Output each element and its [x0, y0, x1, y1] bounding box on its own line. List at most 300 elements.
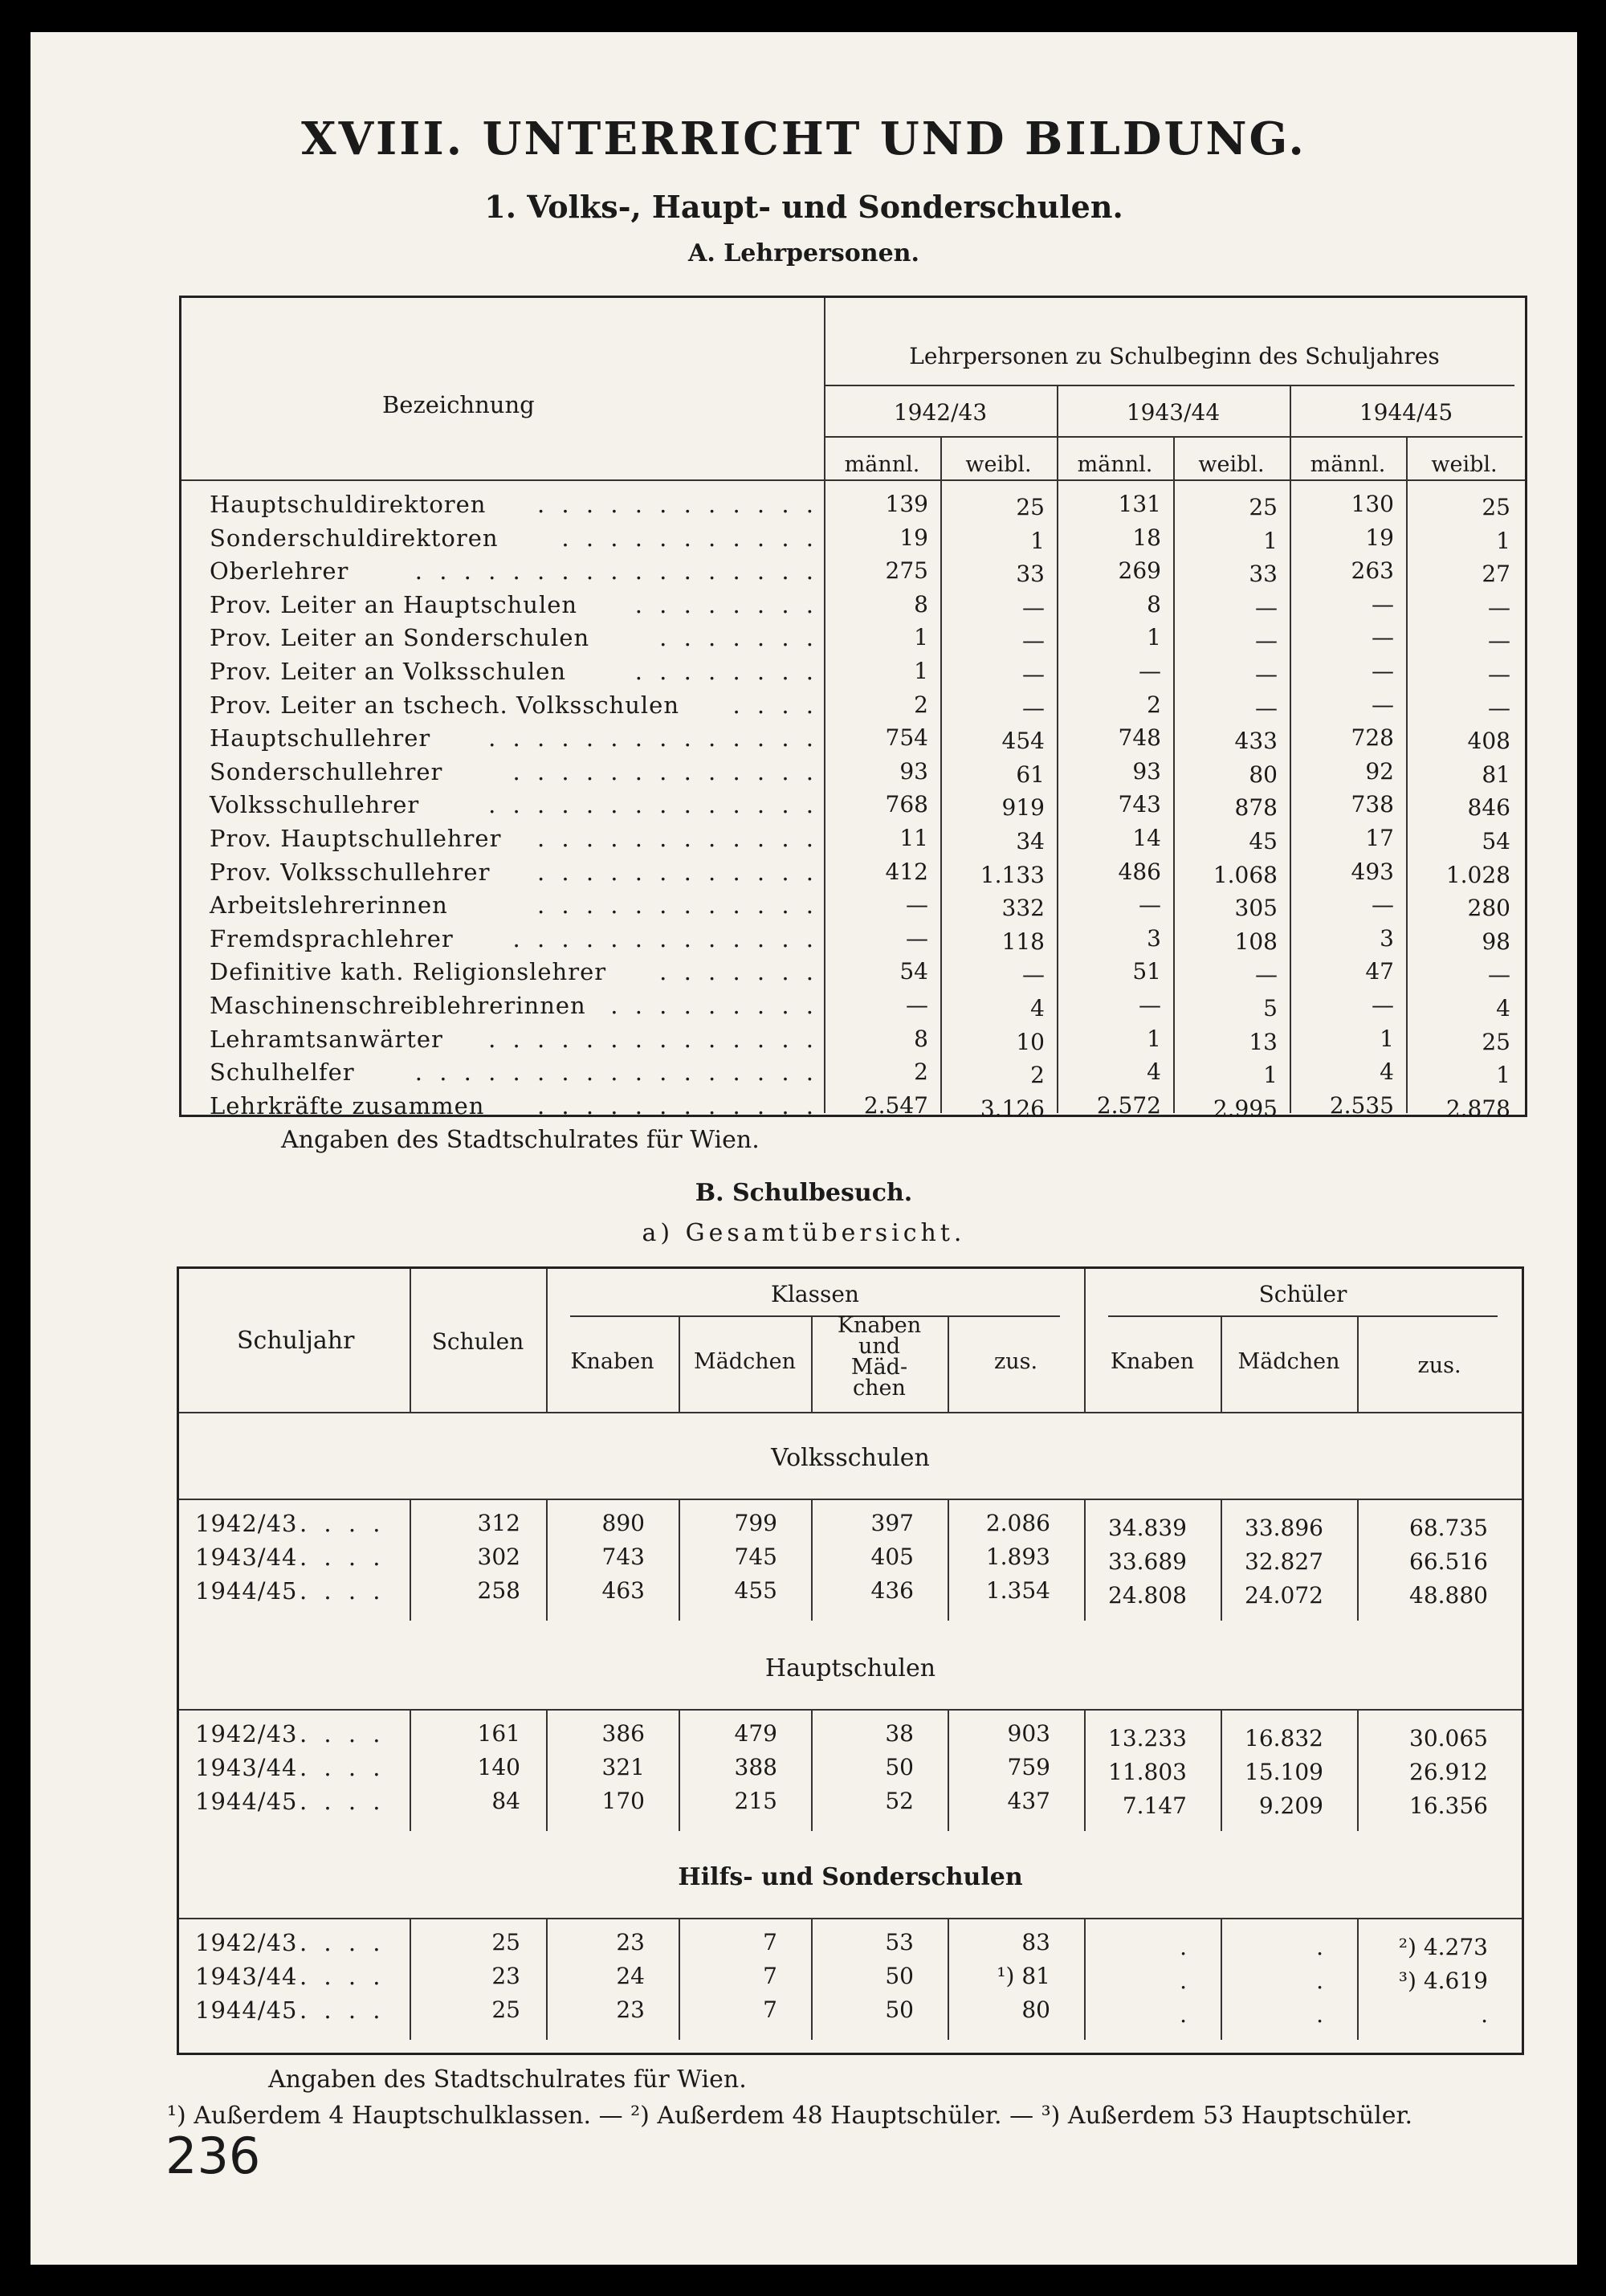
column-rule: [1221, 1315, 1222, 1412]
cell-value: 1: [1263, 1062, 1278, 1088]
cell-value: 215: [734, 1788, 777, 1814]
year-header: 1944/45: [1359, 399, 1453, 426]
cell-value: 4: [1030, 995, 1045, 1022]
cell-value: 2.547: [863, 1092, 928, 1119]
row-label: Prov. Volksschullehrer: [210, 858, 491, 886]
cell-value: 52: [885, 1788, 914, 1814]
table-row: [181, 624, 1525, 656]
row-year: 1944/45: [195, 1996, 298, 2024]
column-rule: [1084, 1919, 1086, 2040]
row-label: Prov. Leiter an Volksschulen: [210, 658, 567, 685]
cell-value: 1: [1147, 624, 1161, 650]
cell-value: 33: [1016, 561, 1045, 587]
row-label: Schulhelfer: [210, 1058, 355, 1086]
sub-header-w: weibl.: [965, 452, 1032, 477]
cell-value: 25: [491, 1929, 520, 1955]
cell-value: 7: [763, 1929, 777, 1955]
leader-dots: . . . . . . . . . . . .: [536, 858, 818, 886]
row-year: 1942/43: [195, 1929, 298, 1956]
cell-value: 13: [1249, 1029, 1278, 1055]
cell-value: —: [1488, 695, 1510, 721]
row-label: Oberlehrer: [210, 557, 349, 585]
cell-value: 93: [1132, 758, 1161, 785]
cell-value: 768: [885, 791, 928, 818]
cell-value: 312: [477, 1510, 520, 1536]
cell-value: 455: [734, 1577, 777, 1604]
row-year: 1943/44: [195, 1544, 298, 1571]
cell-value: —: [1372, 624, 1394, 650]
cell-value: 275: [885, 557, 928, 584]
cell-value: 8: [1147, 591, 1161, 618]
cell-value: 1.354: [985, 1577, 1050, 1604]
leader-dots: . . . . . . . . . . . . .: [512, 758, 818, 785]
cell-value: 118: [1001, 928, 1045, 955]
table-row: [181, 1092, 1525, 1124]
cell-value: 846: [1467, 794, 1510, 821]
cell-value: 50: [885, 1963, 914, 1989]
table-row: [181, 724, 1525, 756]
year-header: 1942/43: [893, 399, 988, 426]
leader-dots: . . . . . . .: [659, 624, 818, 651]
cell-value: 3: [1380, 925, 1394, 952]
table-row: [181, 491, 1525, 523]
column-rule: [1084, 1269, 1086, 1412]
cell-value: 437: [1007, 1788, 1050, 1814]
cell-value: 738: [1351, 791, 1394, 818]
cell-value: 302: [477, 1544, 520, 1570]
column-rule: [1357, 1919, 1359, 2040]
col-knaben: Knaben: [570, 1349, 654, 1374]
cell-value: 305: [1234, 895, 1278, 921]
column-rule: [410, 1711, 411, 1831]
leader-dots: . . . . . . . . . . . . . .: [488, 791, 818, 818]
cell-value: 80: [1021, 1996, 1050, 2023]
group-schueler: Schüler: [1258, 1281, 1347, 1307]
cell-value: 5: [1263, 995, 1278, 1022]
cell-value: 903: [1007, 1720, 1050, 1747]
row-label: Maschinenschreiblehrerinnen: [210, 992, 586, 1019]
cell-value: 269: [1118, 557, 1161, 584]
cell-value: 463: [601, 1577, 645, 1604]
row-label: Lehramtsanwärter: [210, 1026, 443, 1053]
leader-dots: . . . .: [300, 1996, 385, 2024]
cell-value: 23: [616, 1996, 645, 2023]
cell-value: 7.147: [1122, 1792, 1187, 1819]
cell-value: 2.878: [1445, 1095, 1510, 1122]
column-rule: [410, 1269, 411, 1412]
cell-value: 799: [734, 1510, 777, 1536]
cell-value: 4: [1496, 995, 1510, 1022]
table-row: [181, 825, 1525, 857]
cell-value: 258: [477, 1577, 520, 1604]
cell-value: 23: [491, 1963, 520, 1989]
cell-value: 33.896: [1245, 1515, 1323, 1541]
cell-value: 878: [1234, 794, 1278, 821]
column-rule: [1084, 1500, 1086, 1621]
column-rule: [546, 1500, 548, 1621]
cell-value: 66.516: [1409, 1548, 1488, 1575]
section-heading: Hilfs- und Sonderschulen: [678, 1863, 1023, 1891]
footnotes: ¹) Außerdem 4 Hauptschulklassen. — ²) Außerdem 48 Hauptschüler. — ³) Außerdem 53 Hauptschüler.: [167, 2102, 1413, 2130]
cell-value: 280: [1467, 895, 1510, 921]
row-label: Prov. Leiter an Sonderschulen: [210, 624, 590, 651]
cell-value: 83: [1021, 1929, 1050, 1955]
leader-dots: . . . . . . . . . . . . . .: [488, 724, 818, 752]
cell-value: 7: [763, 1963, 777, 1989]
cell-value: 92: [1365, 758, 1394, 785]
section-heading: Hauptschulen: [764, 1654, 936, 1682]
row-label: Prov. Leiter an tschech. Volksschulen: [210, 691, 680, 719]
cell-value: 140: [477, 1754, 520, 1780]
row-label: Hauptschullehrer: [210, 724, 431, 752]
cell-value: ³) 4.619: [1398, 1968, 1488, 1994]
cell-value: 130: [1351, 491, 1394, 517]
section-b-title: B. Schulbesuch.: [695, 1179, 913, 1207]
cell-value: 25: [1249, 494, 1278, 520]
cell-value: 25: [1016, 494, 1045, 520]
cell-value: 1: [914, 624, 928, 650]
col-schuljahr: Schuljahr: [237, 1327, 355, 1355]
cell-value: 34: [1016, 828, 1045, 854]
section-heading: Volksschulen: [771, 1444, 930, 1472]
cell-value: 4: [1147, 1058, 1161, 1085]
cell-value: —: [1255, 661, 1278, 687]
column-rule: [546, 1711, 548, 1831]
cell-value: 54: [899, 958, 928, 985]
sub-header-m: männl.: [844, 452, 920, 477]
row-label: Sonderschuldirektoren: [210, 524, 499, 552]
cell-value: 25: [491, 1996, 520, 2023]
cell-value: 2: [914, 1058, 928, 1085]
cell-value: 53: [885, 1929, 914, 1955]
cell-value: 50: [885, 1754, 914, 1780]
table-row: [179, 1544, 1522, 1576]
table-row: [179, 1754, 1522, 1786]
table-row: [179, 1996, 1522, 2029]
cell-value: 11.803: [1108, 1759, 1187, 1785]
cell-value: 397: [870, 1510, 914, 1536]
cell-value: 25: [1482, 1029, 1510, 1055]
cell-value: 2: [914, 691, 928, 718]
leader-dots: . . . . . . . . . . . . . . . . .: [414, 557, 818, 585]
cell-value: 743: [1118, 791, 1161, 818]
cell-value: 61: [1016, 761, 1045, 788]
table-row: [181, 1026, 1525, 1058]
cell-value: 16.832: [1245, 1725, 1323, 1752]
cell-value: 24.072: [1245, 1582, 1323, 1609]
table-row: [179, 1788, 1522, 1820]
cell-value: 486: [1118, 858, 1161, 885]
leader-dots: . . . . . . . .: [634, 591, 818, 618]
section-a-title: A. Lehrpersonen.: [688, 239, 919, 267]
table-row: [181, 891, 1525, 924]
table-row: [181, 992, 1525, 1024]
cell-value: —: [1139, 992, 1161, 1018]
leader-dots: . . . . . . . . . . . .: [536, 825, 818, 852]
row-year: 1943/44: [195, 1754, 298, 1781]
cell-value: 161: [477, 1720, 520, 1747]
cell-value: 388: [734, 1754, 777, 1780]
cell-value: —: [1488, 661, 1510, 687]
section-b-subtitle: a) Gesamtübersicht.: [642, 1219, 966, 1247]
cell-value: .: [1180, 1968, 1187, 1994]
cell-value: 11: [899, 825, 928, 851]
col-maedchen: Mädchen: [694, 1349, 796, 1374]
cell-value: 1: [1380, 1026, 1394, 1052]
column-rule: [948, 1919, 949, 2040]
cell-value: 263: [1351, 557, 1394, 584]
cell-value: 1: [1496, 528, 1510, 554]
cell-value: ²) 4.273: [1398, 1934, 1488, 1960]
cell-value: —: [1488, 961, 1510, 988]
cell-value: 19: [1365, 524, 1394, 551]
row-year: 1944/45: [195, 1577, 298, 1605]
table-row: [179, 1929, 1522, 1961]
cell-value: —: [1488, 594, 1510, 621]
leader-dots: . . . . . . . . .: [610, 992, 818, 1019]
cell-value: 131: [1118, 491, 1161, 517]
cell-value: 170: [601, 1788, 645, 1814]
cell-value: 493: [1351, 858, 1394, 885]
cell-value: 10: [1016, 1029, 1045, 1055]
cell-value: 1: [1263, 528, 1278, 554]
column-rule: [1221, 1919, 1222, 2040]
cell-value: 8: [914, 1026, 928, 1052]
cell-value: —: [1255, 695, 1278, 721]
cell-value: 68.735: [1409, 1515, 1488, 1541]
leader-dots: . . . . . . . . . . . .: [536, 1092, 818, 1119]
cell-value: 32.827: [1245, 1548, 1323, 1575]
cell-value: 98: [1482, 928, 1510, 955]
row-year: 1943/44: [195, 1963, 298, 1990]
row-year: 1942/43: [195, 1720, 298, 1747]
page-title: XVIII. UNTERRICHT UND BILDUNG.: [301, 112, 1306, 165]
column-rule: [410, 1919, 411, 2040]
cell-value: .: [1316, 1968, 1323, 1994]
cell-value: 2: [1147, 691, 1161, 718]
column-rule: [811, 1315, 813, 1412]
table-row: [181, 925, 1525, 957]
cell-value: —: [1255, 627, 1278, 654]
cell-value: ¹) 81: [997, 1963, 1050, 1989]
cell-value: 19: [899, 524, 928, 551]
column-rule: [811, 1500, 813, 1621]
column-rule: [1221, 1500, 1222, 1621]
table-row: [179, 1963, 1522, 1995]
cell-value: 25: [1482, 494, 1510, 520]
cell-value: 17: [1365, 825, 1394, 851]
cell-value: —: [1139, 658, 1161, 684]
column-rule: [948, 1315, 949, 1412]
cell-value: 9.209: [1258, 1792, 1323, 1819]
leader-dots: . . . .: [732, 691, 818, 719]
col-schueler-maedchen: Mädchen: [1237, 1349, 1340, 1374]
leader-dots: . . . . . . . . . . . . . . . . .: [414, 1058, 818, 1086]
cell-value: 1: [1496, 1062, 1510, 1088]
table-schulbesuch: [177, 1266, 1524, 2055]
cell-value: —: [1022, 594, 1045, 621]
column-rule: [1357, 1711, 1359, 1831]
cell-value: 80: [1249, 761, 1278, 788]
col-schueler-knaben: Knaben: [1110, 1349, 1195, 1374]
cell-value: —: [1022, 627, 1045, 654]
cell-value: —: [1488, 627, 1510, 654]
leader-dots: . . . .: [300, 1577, 385, 1605]
section-divider: [179, 1709, 1522, 1711]
cell-value: 23: [616, 1929, 645, 1955]
row-year: 1942/43: [195, 1510, 298, 1537]
column-rule: [410, 1500, 411, 1621]
cell-value: 408: [1467, 728, 1510, 754]
table-row: [181, 658, 1525, 690]
table-row: [181, 591, 1525, 623]
leader-dots: . . . . . . .: [659, 958, 818, 985]
page: [31, 32, 1577, 2265]
cell-value: —: [1372, 891, 1394, 918]
table-row: [179, 1510, 1522, 1542]
row-label: Sonderschullehrer: [210, 758, 443, 785]
column-rule: [546, 1919, 548, 2040]
column-rule: [948, 1711, 949, 1831]
cell-value: 33.689: [1108, 1548, 1187, 1575]
page-number: 236: [165, 2127, 261, 2185]
leader-dots: . . . .: [300, 1929, 385, 1956]
cell-value: 412: [885, 858, 928, 885]
cell-value: 436: [870, 1577, 914, 1604]
cell-value: .: [1180, 1934, 1187, 1960]
cell-value: 24.808: [1108, 1582, 1187, 1609]
leader-dots: . . . .: [300, 1720, 385, 1747]
cell-value: 16.356: [1409, 1792, 1488, 1819]
table-lehrpersonen: [179, 296, 1527, 1122]
cell-value: —: [906, 891, 928, 918]
cell-value: 38: [885, 1720, 914, 1747]
cell-value: 26.912: [1409, 1759, 1488, 1785]
cell-value: 1: [1147, 1026, 1161, 1052]
leader-dots: . . . .: [300, 1544, 385, 1571]
cell-value: 433: [1234, 728, 1278, 754]
cell-value: 48.880: [1409, 1582, 1488, 1609]
table-row: [181, 791, 1525, 823]
row-label: Definitive kath. Religionslehrer: [210, 958, 607, 985]
cell-value: —: [1372, 658, 1394, 684]
group-header: Lehrpersonen zu Schulbeginn des Schuljahres: [909, 343, 1440, 369]
row-year: 1944/45: [195, 1788, 298, 1815]
cell-value: 51: [1132, 958, 1161, 985]
column-rule: [1357, 1315, 1359, 1412]
cell-value: 1.028: [1445, 862, 1510, 888]
column-rule: [948, 1500, 949, 1621]
cell-value: 754: [885, 724, 928, 751]
leader-dots: . . . .: [300, 1510, 385, 1537]
source-note-b: Angaben des Stadtschulrates für Wien.: [268, 2066, 747, 2094]
table-row: [181, 758, 1525, 790]
column-rule: [1357, 1500, 1359, 1621]
row-label: Lehrkräfte zusammen: [210, 1092, 485, 1119]
cell-value: 745: [734, 1544, 777, 1570]
column-rule: [679, 1315, 680, 1412]
row-label: Volksschullehrer: [210, 791, 420, 818]
leader-dots: . . . . . . . . . . . . . .: [488, 1026, 818, 1053]
cell-value: 8: [914, 591, 928, 618]
cell-value: 386: [601, 1720, 645, 1747]
column-rule: [811, 1919, 813, 2040]
column-rule: [1084, 1711, 1086, 1831]
cell-value: —: [1372, 992, 1394, 1018]
cell-value: 2.572: [1096, 1092, 1161, 1119]
column-rule: [679, 1500, 680, 1621]
cell-value: 1.893: [985, 1544, 1050, 1570]
cell-value: —: [1022, 661, 1045, 687]
cell-value: 47: [1365, 958, 1394, 985]
row-label: Arbeitslehrerinnen: [210, 891, 448, 919]
leader-dots: . . . .: [300, 1788, 385, 1815]
cell-value: 24: [616, 1963, 645, 1989]
cell-value: 2.086: [985, 1510, 1050, 1536]
leader-dots: . . . . . . . . . . . . .: [512, 925, 818, 952]
cell-value: 2: [1030, 1062, 1045, 1088]
cell-value: 405: [870, 1544, 914, 1570]
column-rule: [1221, 1711, 1222, 1831]
cell-value: —: [1372, 591, 1394, 618]
col-schueler-zus: zus.: [1417, 1353, 1461, 1378]
cell-value: 1.133: [980, 862, 1045, 888]
cell-value: 3.126: [980, 1095, 1045, 1122]
cell-value: 748: [1118, 724, 1161, 751]
cell-value: .: [1180, 2001, 1187, 2028]
leader-dots: . . . . . . . .: [634, 658, 818, 685]
table-row: [181, 557, 1525, 589]
cell-value: 93: [899, 758, 928, 785]
section-divider: [179, 1918, 1522, 1919]
cell-value: 18: [1132, 524, 1161, 551]
cell-value: —: [906, 992, 928, 1018]
cell-value: 33: [1249, 561, 1278, 587]
cell-value: 45: [1249, 828, 1278, 854]
row-label: Prov. Hauptschullehrer: [210, 825, 502, 852]
chapter-subtitle: 1. Volks-, Haupt- und Sonderschulen.: [484, 189, 1123, 225]
row-label: Prov. Leiter an Hauptschulen: [210, 591, 578, 618]
cell-value: 1.068: [1213, 862, 1278, 888]
cell-value: 13.233: [1108, 1725, 1187, 1752]
cell-value: 139: [885, 491, 928, 517]
cell-value: 30.065: [1409, 1725, 1488, 1752]
table-row: [181, 1058, 1525, 1091]
cell-value: 919: [1001, 794, 1045, 821]
sub-header-m: männl.: [1310, 452, 1386, 477]
cell-value: 479: [734, 1720, 777, 1747]
leader-dots: . . . . . . . . . . .: [561, 524, 818, 552]
row-label: Fremdsprachlehrer: [210, 925, 454, 952]
cell-value: —: [1255, 594, 1278, 621]
column-rule: [679, 1711, 680, 1831]
cell-value: 1: [1030, 528, 1045, 554]
table-row: [181, 858, 1525, 891]
cell-value: 890: [601, 1510, 645, 1536]
cell-value: 4: [1380, 1058, 1394, 1085]
cell-value: 759: [1007, 1754, 1050, 1780]
section-divider: [179, 1499, 1522, 1500]
cell-value: 2.995: [1213, 1095, 1278, 1122]
cell-value: .: [1316, 1934, 1323, 1960]
cell-value: 50: [885, 1996, 914, 2023]
col-zus: zus.: [993, 1349, 1038, 1374]
leader-dots: . . . . . . . . . . . .: [536, 491, 818, 518]
year-header: 1943/44: [1126, 399, 1221, 426]
sub-header-m: männl.: [1077, 452, 1153, 477]
cell-value: —: [906, 925, 928, 952]
cell-value: —: [1022, 695, 1045, 721]
